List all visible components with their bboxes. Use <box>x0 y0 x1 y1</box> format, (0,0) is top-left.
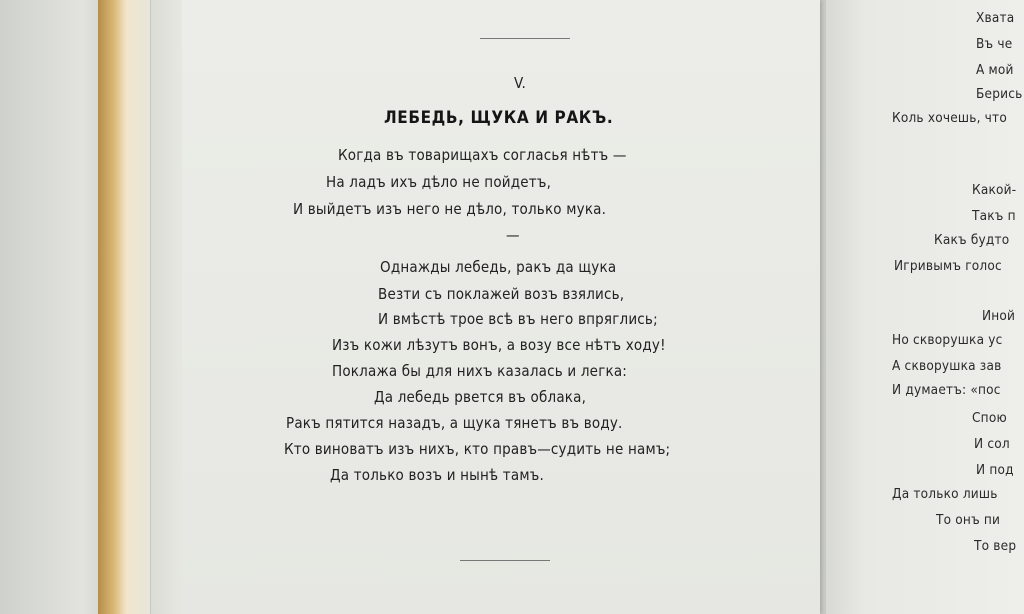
right-page-line: Иной <box>982 308 1016 324</box>
poem-line: Кто виноватъ изъ нихъ, кто правъ—судить не намъ; <box>284 440 671 458</box>
poem-line: Да лебедь рвется въ облака, <box>374 388 587 406</box>
book-page-edges <box>98 0 150 614</box>
right-page-line: А мой <box>976 62 1014 78</box>
stanza-separator: — <box>506 226 520 244</box>
right-page-line: Въ че <box>976 36 1013 52</box>
poem-title: ЛЕБЕДЬ, ЩУКА И РАКЪ. <box>384 108 614 128</box>
right-page-line: Но скворушка ус <box>892 332 1003 348</box>
right-page-line: И под <box>976 462 1014 478</box>
moral-line: Когда въ товарищахъ согласья нѣтъ — <box>338 146 627 164</box>
right-page-line: И думаетъ: «пос <box>892 382 1001 398</box>
poem-line: И вмѣстѣ трое всѣ въ него впряглись; <box>378 310 658 328</box>
right-page-line: Хвата <box>976 10 1015 26</box>
right-page-line: А скворушка зав <box>892 358 1002 374</box>
book-gutter <box>150 0 183 614</box>
right-page-line: И сол <box>974 436 1010 452</box>
right-page-line: Спою <box>972 410 1007 426</box>
right-page-line: Какой- <box>972 182 1017 198</box>
right-page-line: То онъ пи <box>936 512 1001 528</box>
poem-line: Ракъ пятится назадъ, а щука тянетъ въ воду. <box>286 414 623 432</box>
poem-line: Везти съ поклажей возъ взялись, <box>378 285 625 303</box>
poem-numeral: V. <box>514 74 526 92</box>
main-page <box>182 0 820 614</box>
bottom-rule <box>460 560 550 561</box>
right-page-line: Да только лишь <box>892 486 998 502</box>
right-page <box>826 0 1024 614</box>
moral-line: На ладъ ихъ дѣло не пойдетъ, <box>326 173 552 191</box>
right-page-line: Коль хочешь, что <box>892 110 1007 126</box>
top-rule <box>480 38 570 39</box>
right-page-line: Какъ будто <box>934 232 1010 248</box>
right-page-line: Такъ п <box>972 208 1016 224</box>
moral-line: И выйдетъ изъ него не дѣло, только мука. <box>293 200 607 218</box>
poem-line: Поклажа бы для нихъ казалась и легка: <box>332 362 628 380</box>
poem-line: Изъ кожи лѣзутъ вонъ, а возу все нѣтъ ходу! <box>332 336 666 354</box>
right-page-line: Игривымъ голос <box>894 258 1002 274</box>
right-page-line: То вер <box>974 538 1017 554</box>
poem-line: Да только возъ и нынѣ тамъ. <box>330 466 544 484</box>
poem-line: Однажды лебедь, ракъ да щука <box>380 258 617 276</box>
right-page-line: Берись <box>976 86 1023 102</box>
